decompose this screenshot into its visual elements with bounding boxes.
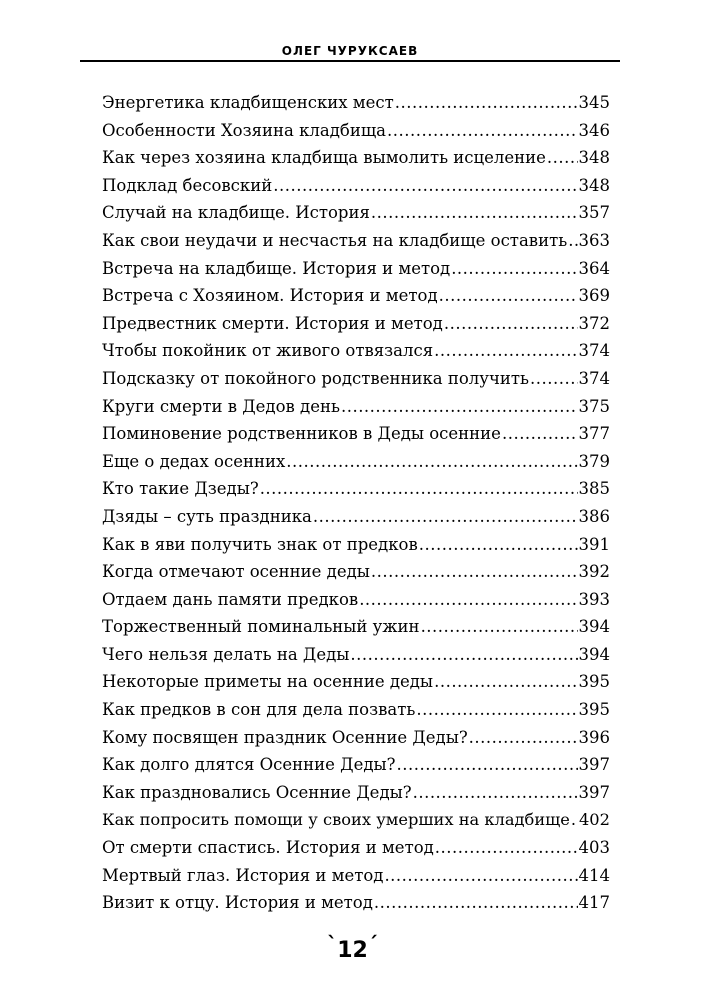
toc-entry [102, 751, 610, 779]
toc-entry-page: 345 [578, 93, 610, 112]
toc-entry [102, 172, 610, 200]
toc-dot-leader [419, 531, 578, 559]
toc-entry-page: 348 [578, 148, 610, 168]
toc-dot-leader [439, 282, 578, 310]
header-rule [80, 60, 620, 62]
toc-entry [102, 420, 610, 448]
toc-entry-title: Еще о дедах осенних [102, 451, 286, 471]
page-header [80, 0, 620, 64]
toc-dot-leader [384, 862, 577, 890]
toc-entry-title: Мертвый глаз. История и метод [102, 865, 384, 885]
author-name: ОЛЕГ ЧУРУКСАЕВ [281, 44, 419, 58]
toc-entry [102, 806, 610, 834]
toc-entry [102, 337, 610, 365]
toc-dot-leader [341, 393, 578, 421]
toc-entry [102, 641, 610, 669]
toc-entry [102, 393, 610, 421]
toc-entry-page: 397 [578, 755, 610, 775]
toc-entry-title: Когда отмечают осенние деды [102, 562, 370, 582]
toc-entry-page: 363 [578, 230, 610, 250]
toc-entry-title: Как долго длятся Осенние Деды? [102, 755, 396, 775]
toc-entry [102, 862, 610, 890]
toc-entry-title: Особенности Хозяина кладбища [102, 120, 387, 140]
toc-entry [102, 889, 610, 917]
toc-entry-page: 379 [578, 451, 610, 471]
right-ornament-icon: ´ [367, 932, 378, 956]
toc-entry-title: Отдаем дань памяти предков [102, 589, 359, 609]
toc-entry-page: 348 [578, 175, 610, 195]
toc-entry-title: Чтобы покойник от живого отвязался [102, 341, 434, 361]
toc-dot-leader [469, 724, 578, 752]
toc-entry-title: Круги смерти в Дедов день [102, 396, 340, 416]
toc-entry-page: 357 [578, 203, 610, 223]
toc-entry-page: 375 [578, 396, 610, 416]
toc-entry-page: 386 [578, 506, 610, 526]
toc-entry-title: Дзяды – суть праздника [102, 506, 312, 526]
toc-dot-leader [547, 144, 578, 172]
toc-entry [102, 531, 610, 559]
toc-entry-title: Подклад бесовский [102, 175, 273, 195]
toc-entry [102, 199, 610, 227]
toc-entry-page: 395 [578, 700, 610, 720]
toc-entry [102, 365, 610, 393]
toc-entry-page: 392 [578, 562, 610, 582]
toc-dot-leader [451, 255, 577, 283]
toc-entry-title: От смерти спастись. История и метод [102, 838, 434, 858]
toc-dot-leader [421, 613, 578, 641]
toc-dot-leader [435, 834, 578, 862]
toc-entry [102, 586, 610, 614]
toc-entry-title: Как свои неудачи и несчастья на кладбище оставить [102, 230, 568, 250]
toc-entry-page: 403 [578, 838, 610, 858]
toc-entry [102, 503, 610, 531]
toc-dot-leader [260, 475, 578, 503]
toc-dot-leader [444, 310, 578, 338]
toc-entry [102, 282, 610, 310]
table-of-contents [102, 89, 610, 917]
toc-entry-page: 417 [578, 893, 610, 913]
toc-dot-leader [286, 448, 577, 476]
toc-entry [102, 558, 610, 586]
toc-entry [102, 144, 610, 172]
toc-dot-leader [371, 199, 578, 227]
toc-dot-leader [397, 751, 578, 779]
toc-dot-leader [571, 806, 578, 834]
toc-entry-page: 393 [578, 589, 610, 609]
toc-dot-leader [371, 558, 578, 586]
toc-entry-title: Как попросить помощи у своих умерших на кладбище [102, 810, 570, 830]
toc-dot-leader [434, 668, 577, 696]
toc-entry-title: Предвестник смерти. История и метод [102, 313, 443, 333]
page-number-footer [0, 932, 705, 965]
toc-entry [102, 668, 610, 696]
toc-entry-title: Визит к отцу. История и метод [102, 893, 373, 913]
toc-dot-leader [313, 503, 578, 531]
toc-entry-title: Поминовение родственников в Деды осенние [102, 424, 501, 444]
toc-dot-leader [273, 172, 577, 200]
page-number: 12 [337, 938, 368, 963]
toc-entry-page: 372 [578, 313, 610, 333]
toc-entry-title: Кому посвящен праздник Осенние Деды? [102, 727, 468, 747]
toc-entry-page: 414 [578, 865, 610, 885]
left-ornament-icon: ` [327, 932, 338, 956]
toc-entry [102, 724, 610, 752]
toc-entry-page: 377 [578, 424, 610, 444]
toc-entry-title: Как праздновались Осенние Деды? [102, 782, 412, 802]
toc-entry-page: 364 [578, 258, 610, 278]
toc-entry-title: Случай на кладбище. История [102, 203, 370, 223]
toc-entry-title: Некоторые приметы на осенние деды [102, 672, 434, 692]
toc-entry [102, 227, 610, 255]
toc-dot-leader [413, 779, 578, 807]
toc-dot-leader [374, 889, 578, 917]
toc-dot-leader [416, 696, 577, 724]
toc-dot-leader [502, 420, 578, 448]
toc-entry-page: 396 [578, 727, 610, 747]
toc-entry-page: 374 [578, 368, 610, 388]
toc-entry [102, 834, 610, 862]
toc-dot-leader [350, 641, 577, 669]
toc-entry [102, 475, 610, 503]
toc-entry [102, 310, 610, 338]
toc-entry-title: Встреча на кладбище. История и метод [102, 258, 451, 278]
toc-entry-page: 369 [578, 286, 610, 306]
toc-entry [102, 255, 610, 283]
toc-entry-title: Встреча с Хозяином. История и метод [102, 286, 438, 306]
toc-dot-leader [530, 365, 578, 393]
toc-entry-page: 385 [578, 479, 610, 499]
toc-dot-leader [359, 586, 577, 614]
toc-entry-title: Как предков в сон для дела позвать [102, 700, 416, 720]
toc-entry-title: Подсказку от покойного родственника получить [102, 368, 529, 388]
toc-dot-leader [395, 89, 578, 117]
toc-entry-title: Торжественный поминальный ужин [102, 617, 420, 637]
toc-dot-leader [568, 227, 577, 255]
toc-entry-page: 391 [578, 534, 610, 554]
toc-entry [102, 696, 610, 724]
toc-dot-leader [434, 337, 577, 365]
toc-entry-page: 395 [578, 672, 610, 692]
toc-dot-leader [387, 117, 577, 145]
toc-entry-title: Энергетика кладбищенских мест [102, 93, 394, 112]
toc-entry [102, 117, 610, 145]
toc-entry-page: 394 [578, 617, 610, 637]
toc-entry-title: Как в яви получить знак от предков [102, 534, 418, 554]
toc-entry [102, 448, 610, 476]
toc-entry-page: 397 [578, 782, 610, 802]
toc-entry [102, 613, 610, 641]
toc-entry-page: 346 [578, 120, 610, 140]
toc-entry-title: Кто такие Дзеды? [102, 479, 259, 499]
toc-entry-page: 402 [578, 810, 610, 830]
toc-entry-page: 394 [578, 644, 610, 664]
toc-entry [102, 779, 610, 807]
toc-entry [102, 89, 610, 117]
toc-entry-page: 374 [578, 341, 610, 361]
toc-entry-title: Чего нельзя делать на Деды [102, 644, 350, 664]
toc-entry-title: Как через хозяина кладбища вымолить исцеление [102, 148, 546, 168]
